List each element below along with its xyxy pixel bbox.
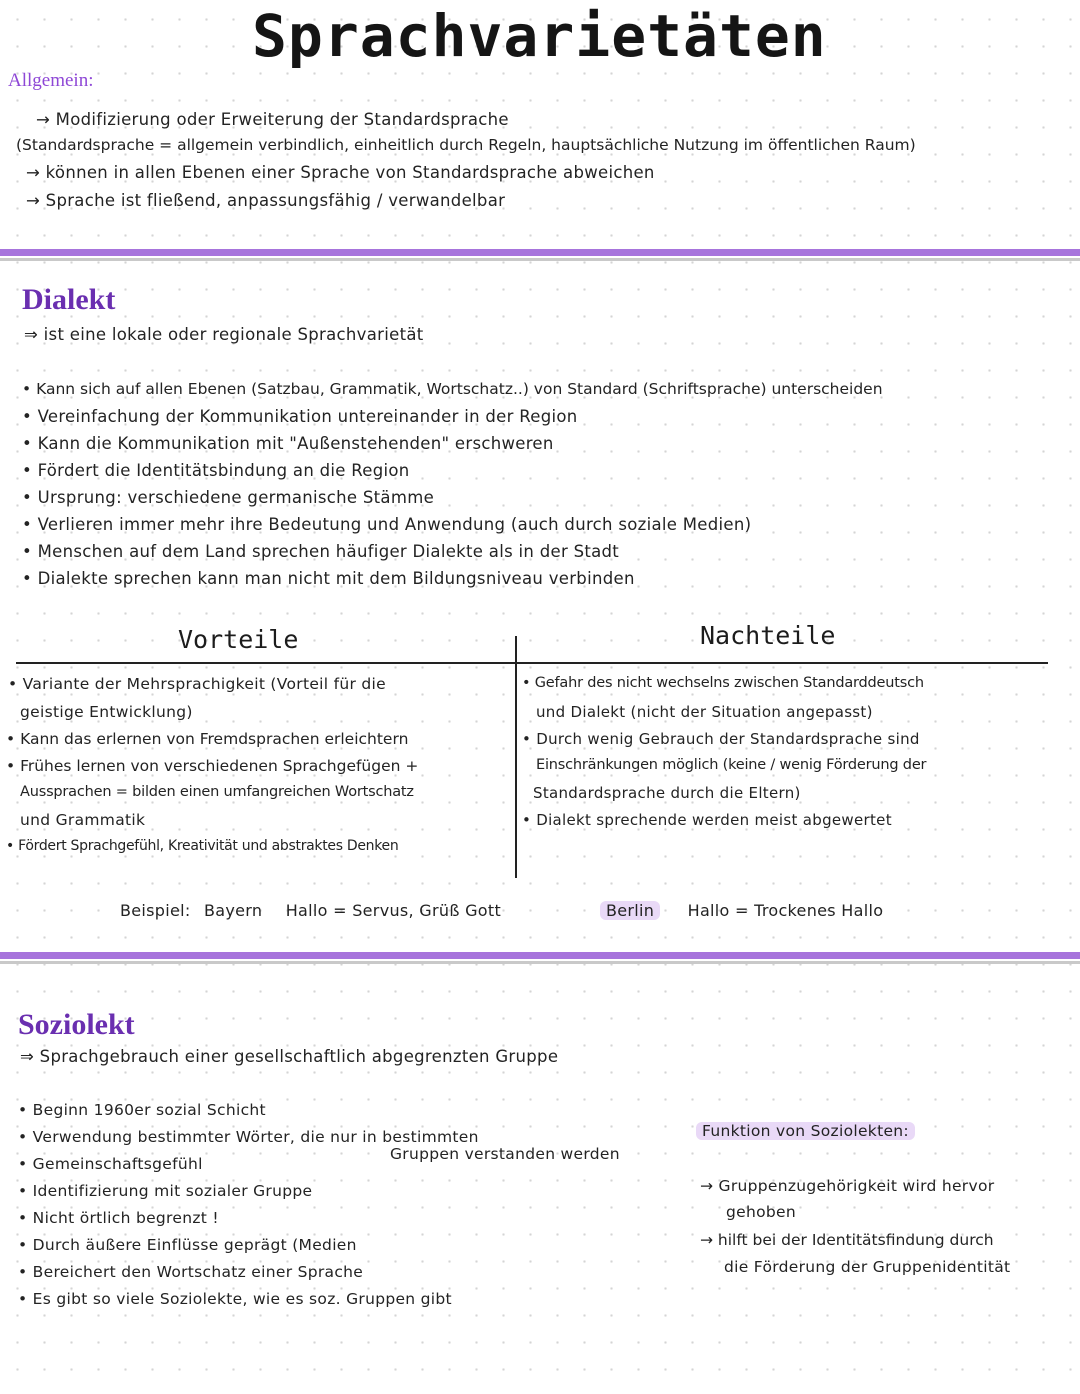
section-divider [0, 952, 1080, 964]
dialekt-definition: ⇒ ist eine lokale oder regionale Sprachvarietät [24, 325, 424, 344]
allgemein-heading: Allgemein: [8, 70, 94, 91]
funktion-heading: Funktion von Soziolekten: [696, 1122, 915, 1140]
dialekt-bullet: • Kann sich auf allen Ebenen (Satzbau, Grammatik, Wortschatz..) von Standard (Schriftsprache) unterscheiden [22, 380, 883, 398]
dialekt-bullet: • Verlieren immer mehr ihre Bedeutung und Anwendung (auch durch soziale Medien) [22, 515, 752, 534]
beispiel-row-berlin [600, 901, 883, 920]
nachteile-line: • Durch wenig Gebrauch der Standardsprache sind [522, 730, 920, 748]
beispiel-region-berlin: Berlin [600, 901, 660, 920]
allgemein-line: (Standardsprache = allgemein verbindlich, einheitlich durch Regeln, hauptsächliche Nutzung im öffentlichen Raum) [16, 136, 916, 154]
soziolekt-bullet: Gruppen verstanden werden [390, 1145, 620, 1163]
allgemein-line: → Sprache ist fließend, anpassungsfähig / verwandelbar [26, 191, 506, 210]
vorteile-line: • Kann das erlernen von Fremdsprachen erleichtern [6, 730, 409, 748]
nachteile-line: und Dialekt (nicht der Situation angepasst) [536, 703, 873, 721]
beispiel-row [120, 901, 501, 920]
soziolekt-definition: ⇒ Sprachgebrauch einer gesellschaftlich abgegrenzten Gruppe [20, 1047, 559, 1066]
beispiel-text-bayern: Hallo = Servus, Grüß Gott [285, 901, 502, 920]
funktion-line: → Gruppenzugehörigkeit wird hervor [700, 1177, 995, 1195]
vorteile-line: Aussprachen = bilden einen umfangreichen Wortschatz [20, 784, 414, 800]
funktion-line: → hilft bei der Identitätsfindung durch [700, 1231, 994, 1249]
soziolekt-bullet: • Identifizierung mit sozialer Gruppe [18, 1182, 313, 1200]
vorteile-line: geistige Entwicklung) [20, 703, 193, 721]
dialekt-bullet: • Fördert die Identitätsbindung an die Region [22, 461, 410, 480]
nachteile-line: • Gefahr des nicht wechselns zwischen Standarddeutsch [522, 675, 924, 691]
funktion-line: gehoben [726, 1203, 796, 1221]
dialekt-bullet: • Menschen auf dem Land sprechen häufiger Dialekte als in der Stadt [22, 542, 620, 561]
soziolekt-heading: Soziolekt [18, 1008, 135, 1041]
vorteile-line: • Fördert Sprachgefühl, Kreativität und abstraktes Denken [6, 838, 399, 854]
nachteile-line: • Dialekt sprechende werden meist abgewertet [522, 811, 892, 829]
soziolekt-bullet: • Nicht örtlich begrenzt ! [18, 1209, 219, 1227]
soziolekt-bullet: • Verwendung bestimmter Wörter, die nur in bestimmten [18, 1128, 479, 1146]
dialekt-heading: Dialekt [22, 283, 116, 316]
beispiel-text-berlin: Hallo = Trockenes Hallo [687, 901, 884, 920]
beispiel-label: Beispiel: [120, 901, 191, 920]
soziolekt-bullet: • Durch äußere Einflüsse geprägt (Medien [18, 1236, 357, 1254]
allgemein-line: → Modifizierung oder Erweiterung der Standardsprache [36, 110, 509, 129]
dialekt-bullet: • Kann die Kommunikation mit "Außenstehenden" erschweren [22, 434, 554, 453]
beispiel-region-bayern: Bayern [203, 901, 263, 920]
nachteile-heading: Nachteile [700, 621, 836, 650]
soziolekt-bullet: • Gemeinschaftsgefühl [18, 1155, 203, 1173]
soziolekt-bullet: • Bereichert den Wortschatz einer Sprache [18, 1263, 364, 1281]
table-vertical-line [515, 636, 517, 878]
nachteile-line: Einschränkungen möglich (keine / wenig Förderung der [536, 757, 927, 773]
soziolekt-bullet: • Es gibt so viele Soziolekte, wie es soz. Gruppen gibt [18, 1290, 452, 1308]
funktion-line: die Förderung der Gruppenidentität [724, 1258, 1011, 1276]
page-title: Sprachvarietäten [252, 2, 827, 70]
table-horizontal-line [16, 662, 1048, 664]
vorteile-line: • Variante der Mehrsprachigkeit (Vorteil für die [8, 675, 386, 693]
section-divider [0, 249, 1080, 261]
soziolekt-bullet: • Beginn 1960er sozial Schicht [18, 1101, 266, 1119]
allgemein-line: → können in allen Ebenen einer Sprache von Standardsprache abweichen [26, 163, 655, 182]
vorteile-line: • Frühes lernen von verschiedenen Sprachgefügen + [6, 757, 419, 775]
dialekt-bullet: • Ursprung: verschiedene germanische Stämme [22, 488, 435, 507]
dialekt-bullet: • Dialekte sprechen kann man nicht mit dem Bildungsniveau verbinden [22, 569, 635, 588]
vorteile-line: und Grammatik [20, 811, 146, 829]
vorteile-heading: Vorteile [178, 625, 299, 654]
dialekt-bullet: • Vereinfachung der Kommunikation untereinander in der Region [22, 407, 578, 426]
nachteile-line: Standardsprache durch die Eltern) [533, 784, 801, 802]
